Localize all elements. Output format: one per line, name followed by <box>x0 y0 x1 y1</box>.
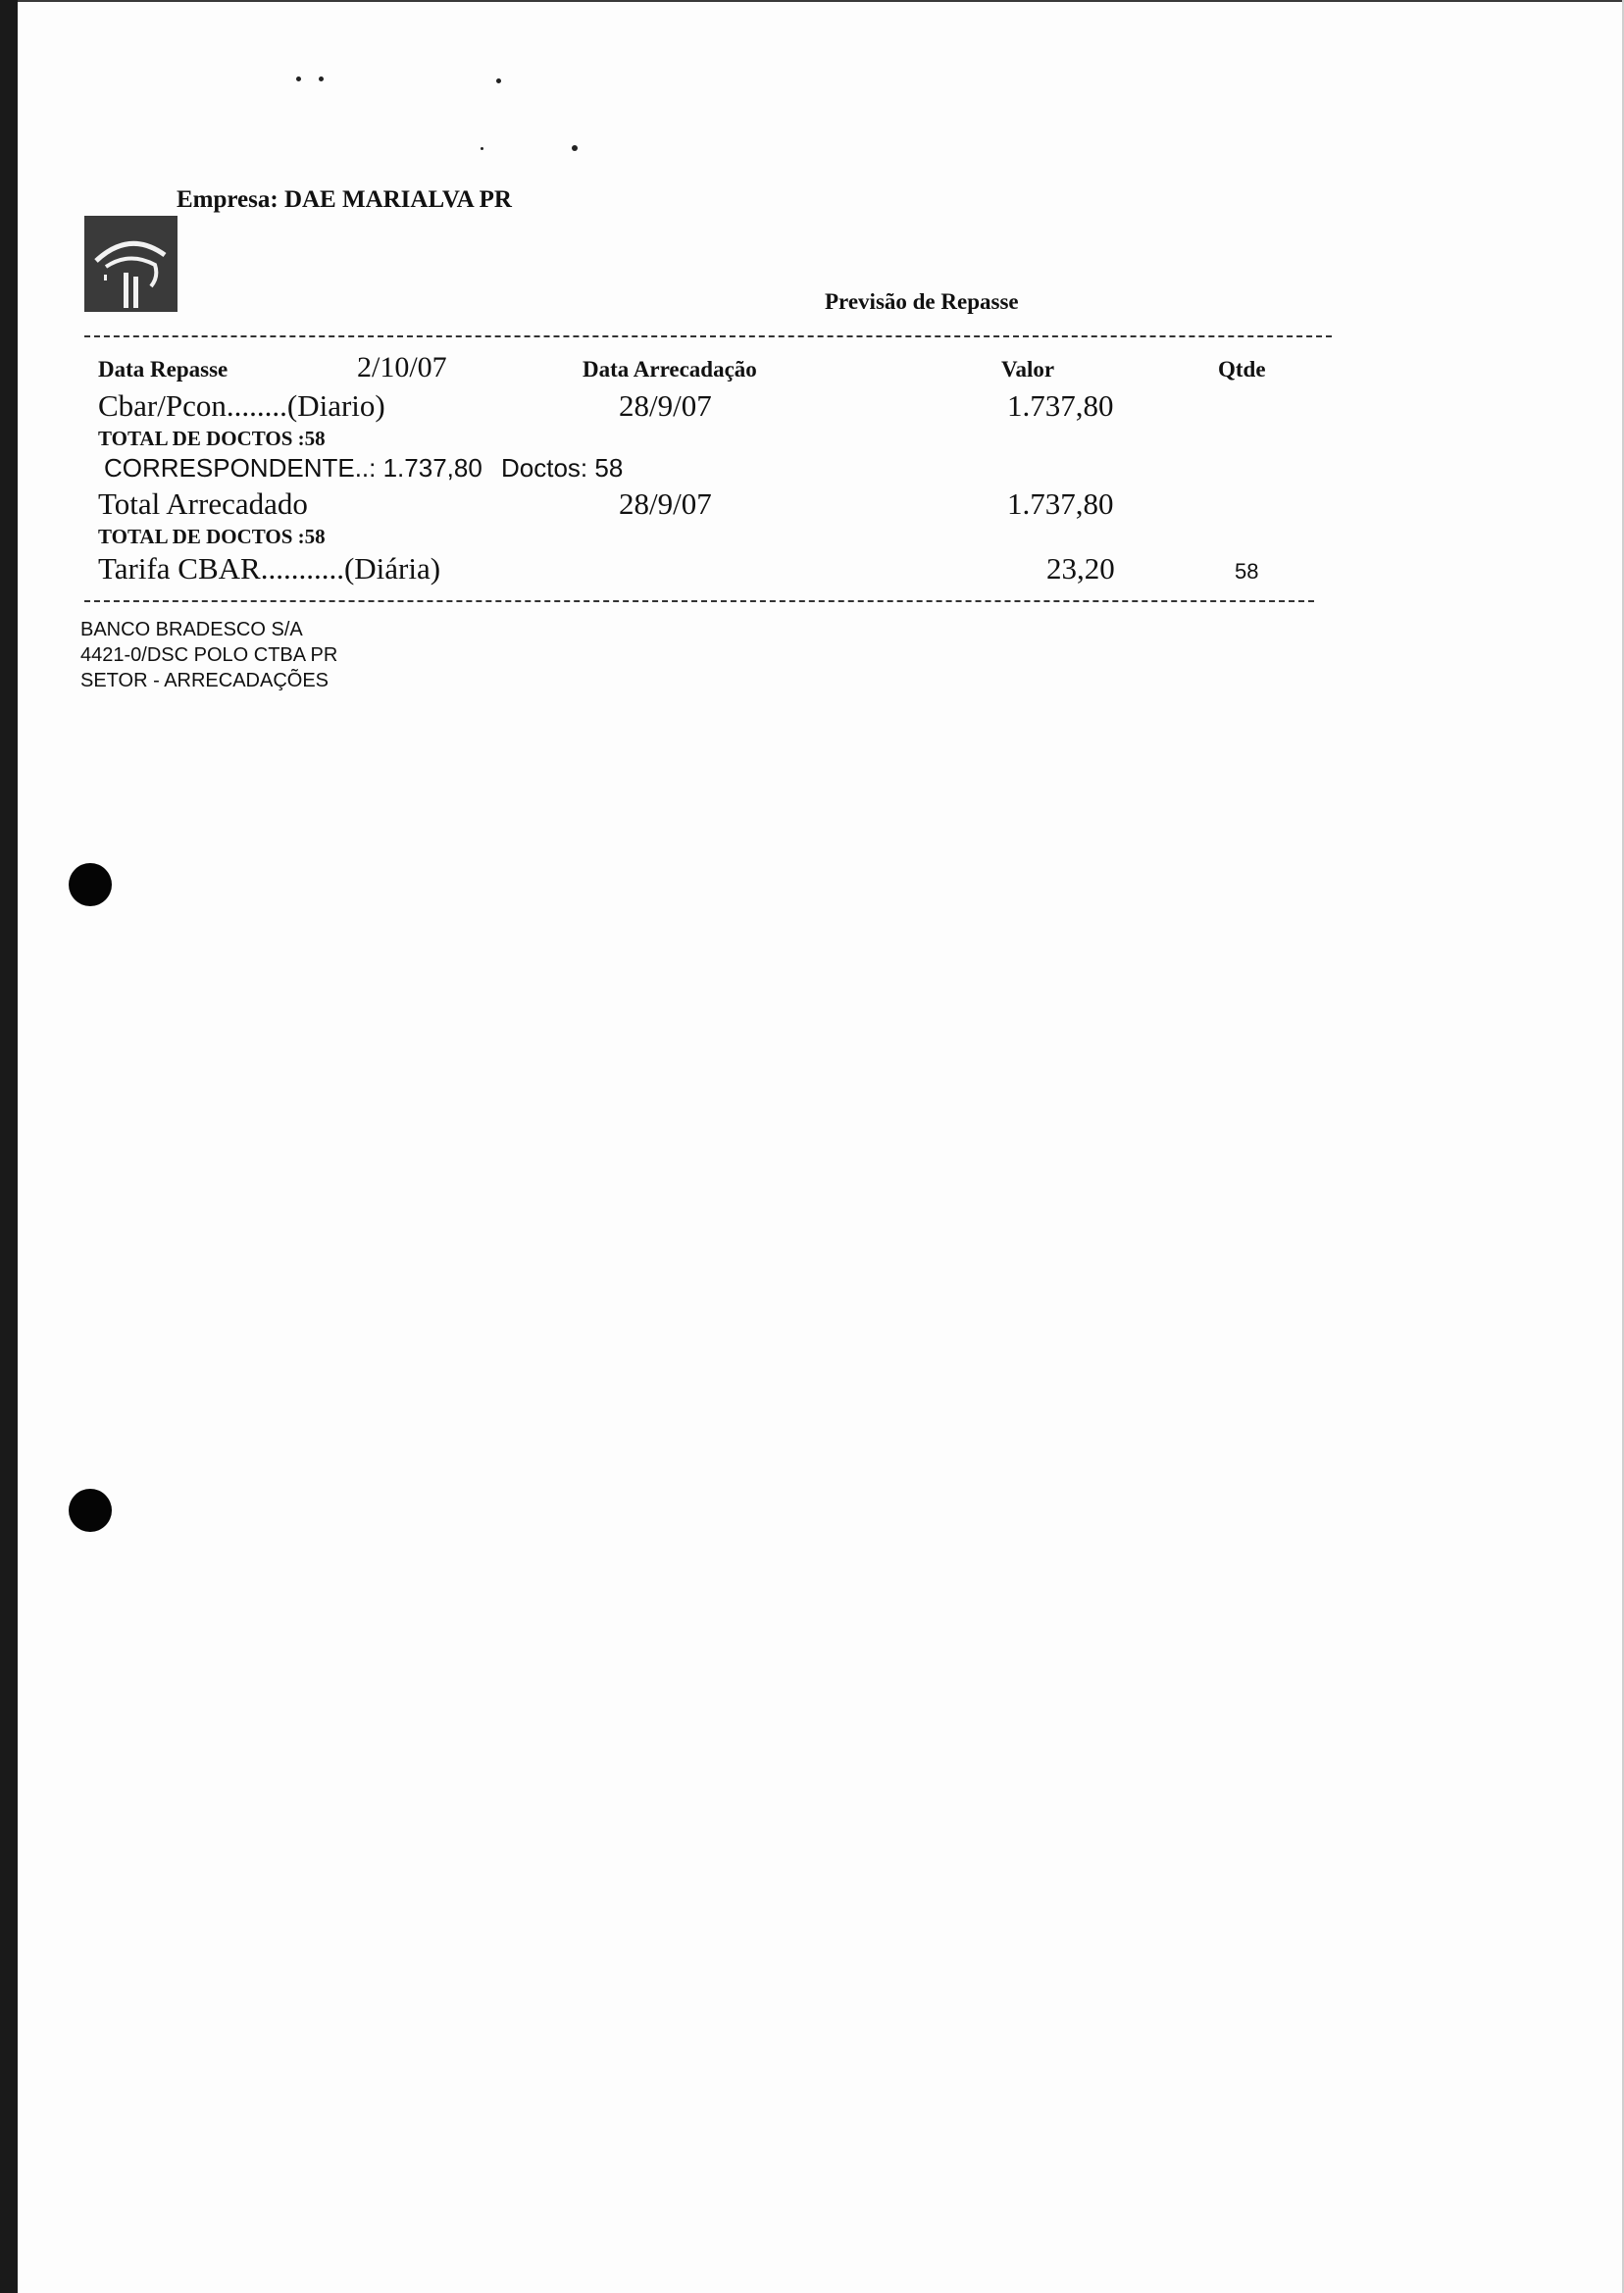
empresa-label: Empresa: DAE MARIALVA PR <box>177 186 512 213</box>
scan-speck <box>496 78 501 83</box>
bradesco-logo-icon <box>84 216 178 312</box>
punch-hole-upper <box>69 863 112 906</box>
footer-bank-name: BANCO BRADESCO S/A <box>80 619 303 640</box>
scan-left-edge <box>0 0 18 2293</box>
footer-branch: 4421-0/DSC POLO CTBA PR <box>80 644 338 666</box>
scan-speck <box>296 76 301 81</box>
valor-label: Valor <box>1001 357 1055 382</box>
data-arrecadacao-label: Data Arrecadação <box>583 357 757 382</box>
punch-hole-lower <box>69 1489 112 1532</box>
data-repasse-value: 2/10/07 <box>357 351 447 383</box>
total-doctos-line: TOTAL DE DOCTOS :58 <box>98 525 326 548</box>
data-repasse-label: Data Repasse <box>98 357 228 382</box>
cbar-pcon-label: Cbar/Pcon........(Diario) <box>98 388 385 423</box>
qtde-label: Qtde <box>1218 357 1266 382</box>
total-doctos-line: TOTAL DE DOCTOS :58 <box>98 427 326 450</box>
correspondente-doctos: Doctos: 58 <box>501 453 624 483</box>
correspondente-line: CORRESPONDENTE..: 1.737,80 <box>104 453 482 483</box>
tarifa-cbar-qtde: 58 <box>1235 559 1259 584</box>
scan-speck <box>481 147 483 150</box>
cbar-pcon-date: 28/9/07 <box>619 388 712 423</box>
total-arrecadado-valor: 1.737,80 <box>1007 486 1114 521</box>
total-arrecadado-label: Total Arrecadado <box>98 486 308 521</box>
report-title: Previsão de Repasse <box>825 289 1019 314</box>
total-arrecadado-date: 28/9/07 <box>619 486 712 521</box>
tarifa-cbar-valor: 23,20 <box>1046 551 1115 586</box>
scan-top-edge <box>0 0 1624 2</box>
header-divider <box>84 335 1332 337</box>
scan-speck <box>572 145 578 151</box>
footer-sector: SETOR - ARRECADAÇÕES <box>80 670 330 691</box>
cbar-pcon-valor: 1.737,80 <box>1007 388 1114 423</box>
scan-speck <box>319 76 324 81</box>
table-divider <box>84 600 1314 602</box>
tarifa-cbar-label: Tarifa CBAR...........(Diária) <box>98 551 441 586</box>
